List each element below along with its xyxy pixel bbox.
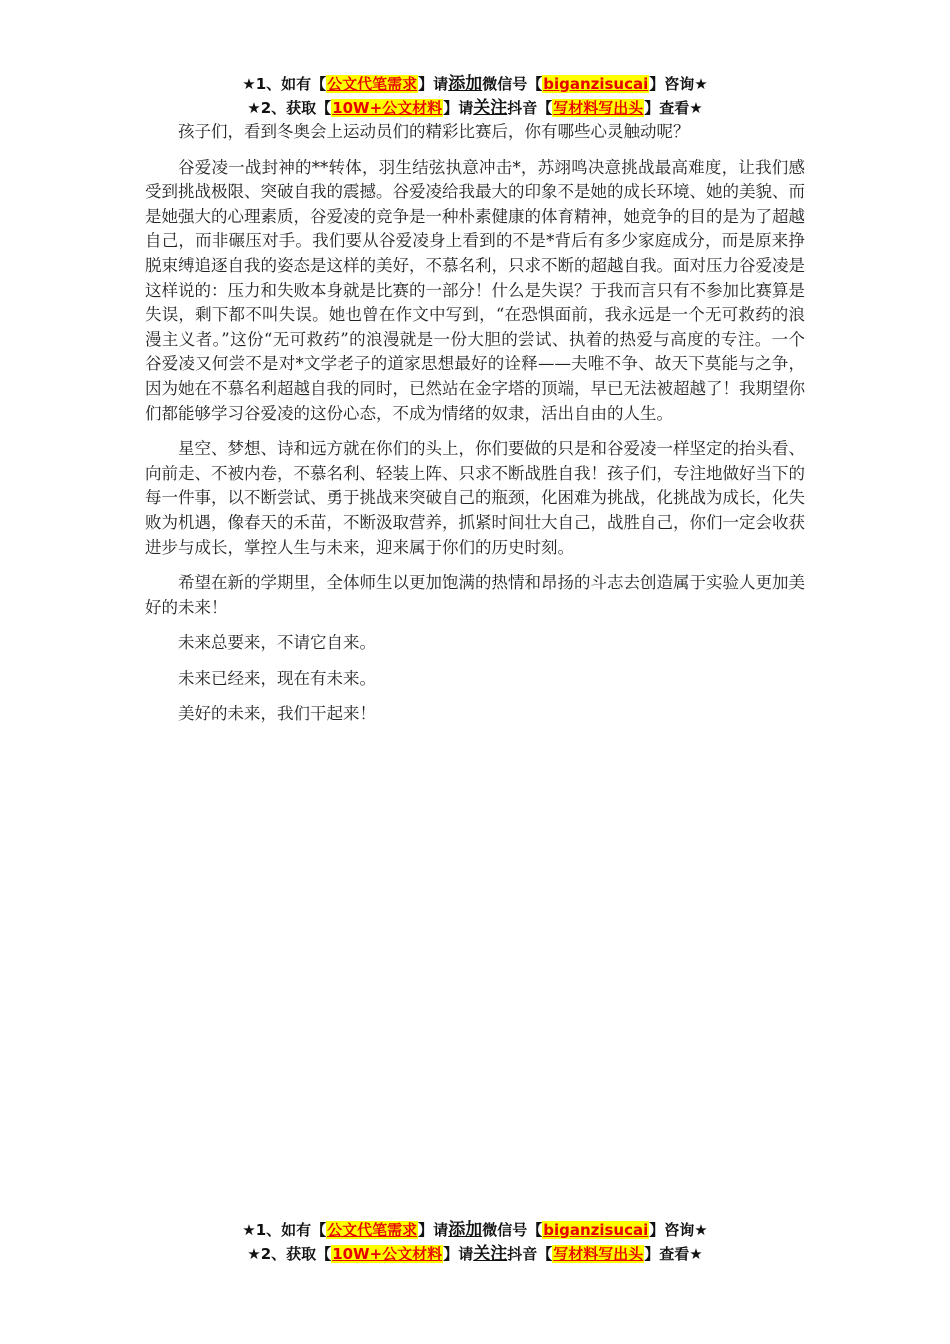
banner-line-2	[0, 96, 950, 120]
highlight-wechat-id: biganzisucai	[543, 1221, 649, 1239]
banner-line-1	[0, 1218, 950, 1242]
footer-banner	[0, 1218, 950, 1266]
paragraph: 美好的未来，我们干起来！	[178, 704, 376, 724]
document-body	[145, 120, 805, 738]
banner-line-1	[0, 72, 950, 96]
banner-text: 抖音【	[507, 99, 553, 117]
highlight-materials: 10W+公文材料	[332, 99, 443, 117]
paragraph: 未来已经来，现在有未来。	[178, 668, 376, 688]
header-banner	[0, 72, 950, 120]
banner-text: 】咨询★	[649, 75, 708, 93]
banner-text: 】请	[443, 1245, 474, 1263]
paragraph: 星空、梦想、诗和远方就在你们的头上，你们要做的只是和谷爱凌一样坚定的抬头看、向前走、不被内卷，不慕名利、轻装上阵、只求不断战胜自我！孩子们，专注地做好当下的每一件事，以不断尝试、勇于挑战来突破自己的瓶颈，化困难为挑战，化挑战为成长，化失败为机遇，像春天的禾苗，不断汲取营养，抓紧时间壮大自己，战胜自己，你们一定会收获进步与成长，掌控人生与未来，迎来属于你们的历史时刻。	[145, 439, 805, 557]
paragraph: 孩子们，看到冬奥会上运动员们的精彩比赛后，你有哪些心灵触动呢？	[178, 122, 690, 141]
banner-text: 】查看★	[644, 99, 703, 117]
banner-text: ★1、如有【	[242, 1221, 327, 1239]
highlight-service: 公文代笔需求	[327, 1221, 418, 1239]
banner-text: 】查看★	[644, 1245, 703, 1263]
paragraph: 未来总要来，不请它自来。	[178, 633, 376, 653]
banner-text: ★2、获取【	[247, 99, 332, 117]
banner-text: 】请	[418, 1221, 449, 1239]
emphasis-add: 添加	[448, 74, 483, 94]
highlight-wechat-id: biganzisucai	[543, 75, 649, 93]
banner-text: 微信号【	[482, 1221, 543, 1239]
banner-text: 】请	[443, 99, 474, 117]
banner-line-2	[0, 1242, 950, 1266]
highlight-service: 公文代笔需求	[327, 75, 418, 93]
highlight-douyin: 写材料写出头	[553, 1245, 644, 1263]
banner-text: 抖音【	[507, 1245, 553, 1263]
emphasis-add: 添加	[448, 1220, 483, 1240]
paragraph: 谷爱凌一战封神的**转体，羽生结弦执意冲击*，苏翊鸣决意挑战最高难度，让我们感受到挑战极限、突破自我的震撼。谷爱凌给我最大的印象不是她的成长环境、她的美貌、而是她强大的心理素质，谷爱凌的竞争是一种朴素健康的体育精神，她竞争的目的是为了超越自己，而非碾压对手。我们要从谷爱凌身上看到的不是*背后有多少家庭成分，而是原来挣脱束缚追逐自我的姿态是这样的美好，不慕名利，只求不断的超越自我。面对压力谷爱凌是这样说的：压力和失败本身就是比赛的一部分！什么是失误？于我而言只有不参加比赛算是失误，剩下都不叫失误。她也曾在作文中写到，“在恐惧面前，我永远是一个无可救药的浪漫主义者。”这份“无可救药”的浪漫就是一份大胆的尝试、执着的热爱与高度的专注。一个谷爱凌又何尝不是对*文学老子的道家思想最好的诠释——夫唯不争、故天下莫能与之争，因为她在不慕名利超越自我的同时，已然站在金字塔的顶端，早已无法被超越了！我期望你们都能够学习谷爱凌的这份心态，不成为情绪的奴隶，活出自由的人生。	[145, 157, 805, 423]
highlight-douyin: 写材料写出头	[553, 99, 644, 117]
highlight-materials: 10W+公文材料	[332, 1245, 443, 1263]
banner-text: ★1、如有【	[242, 75, 327, 93]
emphasis-follow: 关注	[473, 98, 508, 118]
banner-text: 】咨询★	[649, 1221, 708, 1239]
banner-text: ★2、获取【	[247, 1245, 332, 1263]
paragraph: 希望在新的学期里，全体师生以更加饱满的热情和昂扬的斗志去创造属于实验人更加美好的未来！	[145, 573, 805, 617]
banner-text: 】请	[418, 75, 449, 93]
banner-text: 微信号【	[482, 75, 543, 93]
emphasis-follow: 关注	[473, 1244, 508, 1264]
